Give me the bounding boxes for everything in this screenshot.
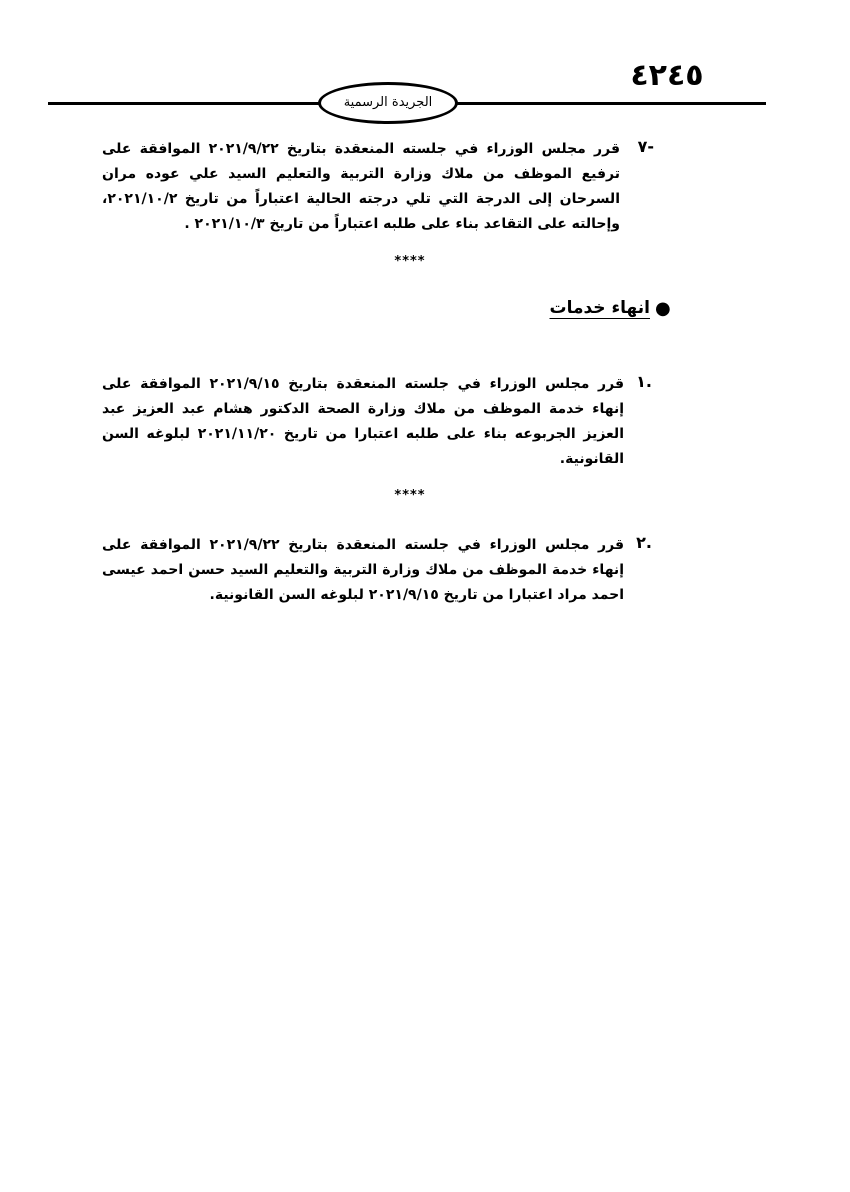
item-number: ٧- <box>637 137 654 156</box>
item-number: ١. <box>636 372 652 391</box>
gazette-title: الجريدة الرسمية <box>343 95 433 110</box>
separator-stars: **** <box>394 488 426 503</box>
item-paragraph: قرر مجلس الوزراء في جلسته المنعقدة بتاريخ ٢٠٢١/٩/٢٢ الموافقة على ترفيع الموظف من ملاك وزارة التربية والتعليم السيد علي عوده مران السرحان إلى الدرجة التي تلي درجته الحالية اعتباراً من تاريخ ٢٠٢١/١٠/٢، وإحالته على التقاعد بناء على طلبه اعتباراً من تاريخ ٢٠٢١/١٠/٣ . <box>102 141 620 232</box>
bullet-icon: ● <box>655 298 671 319</box>
section-title: انهاء خدمات <box>549 298 650 318</box>
item-paragraph: قرر مجلس الوزراء في جلسته المنعقدة بتاريخ ٢٠٢١/٩/٢٢ الموافقة على إنهاء خدمة الموظف من ملاك وزارة التربية والتعليم السيد حسن احمد عيسى احمد مراد اعتبارا من تاريخ ٢٠٢١/٩/١٥ لبلوغه السن القانونية. <box>102 537 624 603</box>
page-number: ٤٢٤٥ <box>630 58 704 93</box>
item-number: ٢. <box>636 533 652 552</box>
gazette-title-badge <box>318 82 458 124</box>
item-paragraph: قرر مجلس الوزراء في جلسته المنعقدة بتاريخ ٢٠٢١/٩/١٥ الموافقة على إنهاء خدمة الموظف من ملاك وزارة الصحة الدكتور هشام عبد العزيز عبد العزيز الجربوعه بناء على طلبه اعتبارا من تاريخ ٢٠٢١/١١/٢٠ لبلوغه السن القانونية. <box>102 376 624 467</box>
separator-stars: **** <box>394 254 426 269</box>
